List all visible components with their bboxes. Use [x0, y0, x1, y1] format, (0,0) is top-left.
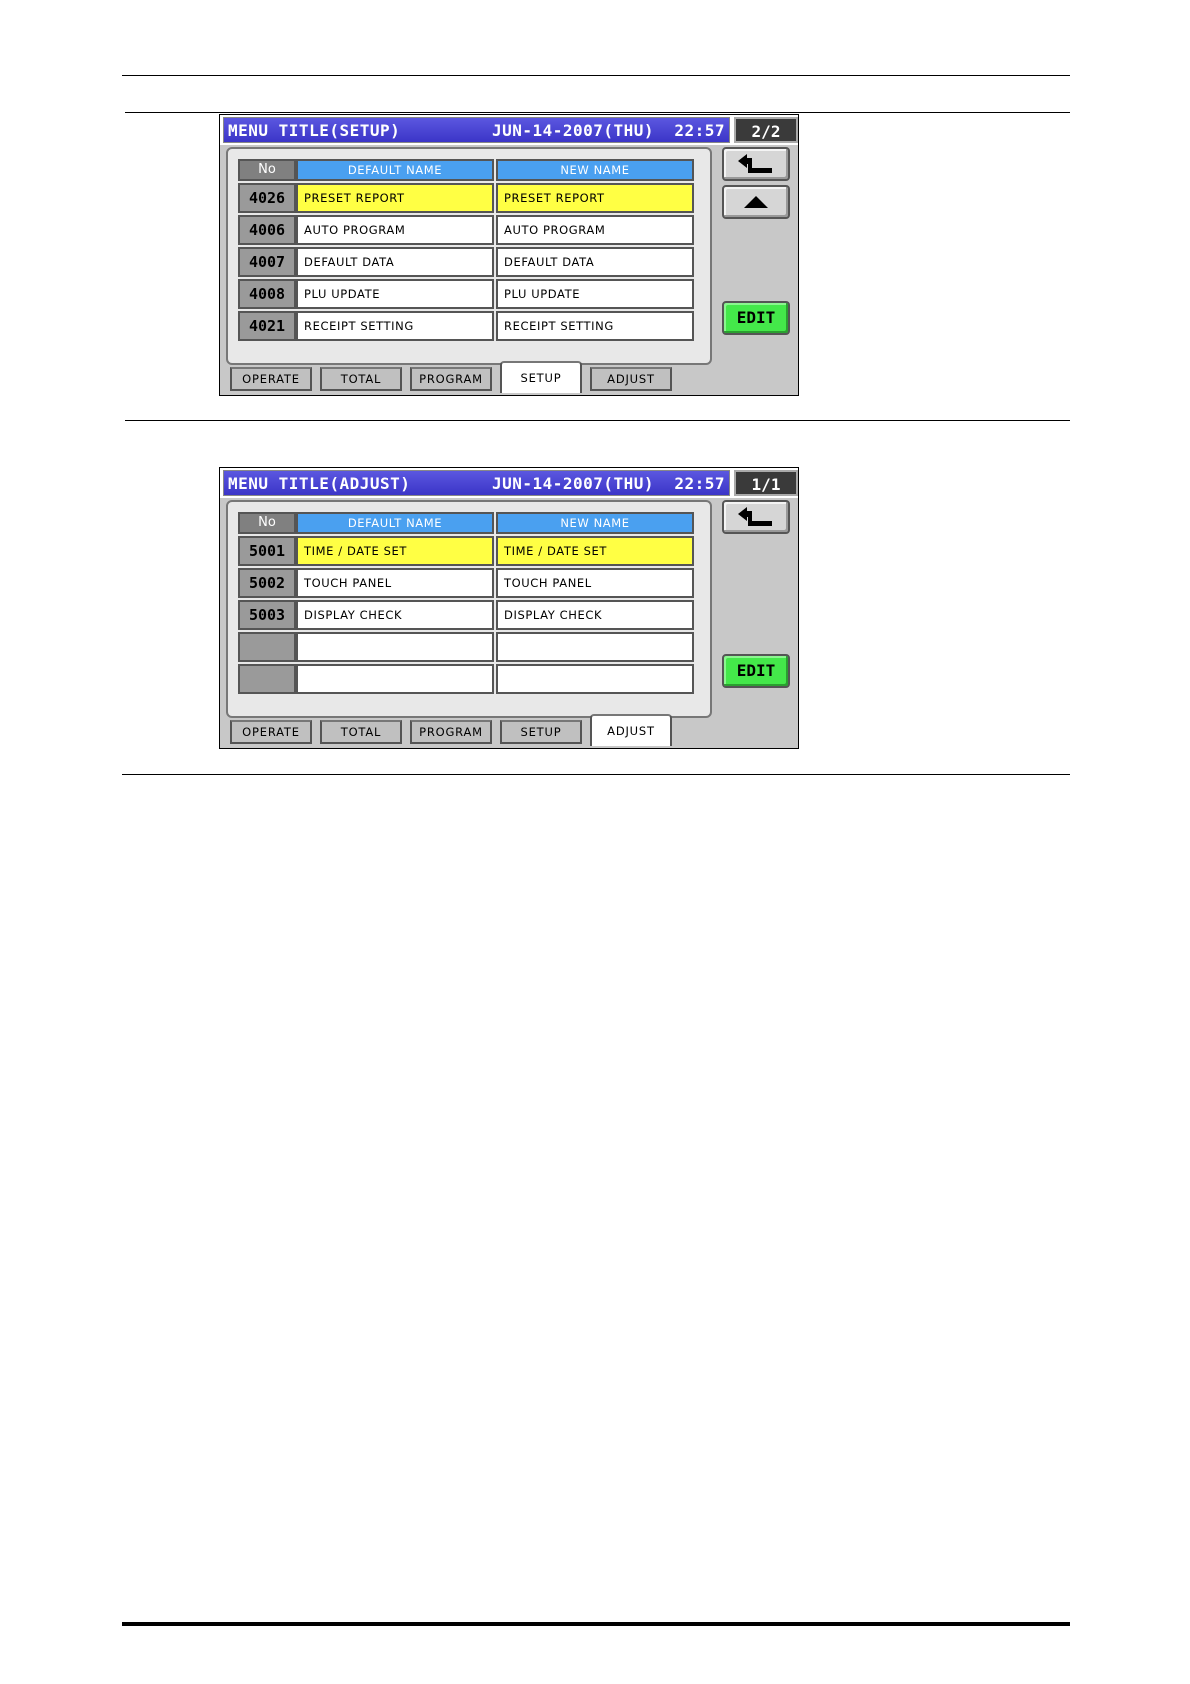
- body-area: [220, 145, 798, 395]
- row-no: 5003: [238, 600, 296, 630]
- tab-setup[interactable]: SETUP: [500, 361, 582, 393]
- up-triangle-icon: [742, 195, 770, 209]
- row-no: 4007: [238, 247, 296, 277]
- row-no: 4026: [238, 183, 296, 213]
- table-row[interactable]: [238, 247, 694, 277]
- header-default-name: DEFAULT NAME: [296, 512, 494, 534]
- row-no: 5002: [238, 568, 296, 598]
- row-default-name: TIME / DATE SET: [296, 536, 494, 566]
- screen-title: MENU TITLE(ADJUST): [228, 474, 411, 493]
- body-area: [220, 498, 798, 748]
- table-row[interactable]: [238, 536, 694, 566]
- header-no: No: [238, 512, 296, 534]
- table-row: [238, 632, 694, 662]
- row-default-name: PLU UPDATE: [296, 279, 494, 309]
- row-no: [238, 632, 296, 662]
- tab-setup[interactable]: SETUP: [500, 720, 582, 744]
- tab-program[interactable]: PROGRAM: [410, 367, 492, 391]
- setup-screen: [219, 114, 799, 396]
- title-bar: [223, 470, 730, 496]
- row-new-name[interactable]: TIME / DATE SET: [496, 536, 694, 566]
- table-row[interactable]: [238, 215, 694, 245]
- menu-table: [226, 500, 712, 718]
- table-row[interactable]: [238, 183, 694, 213]
- back-button[interactable]: [722, 147, 790, 181]
- row-new-name: [496, 664, 694, 694]
- datetime: JUN-14-2007(THU) 22:57: [491, 121, 725, 140]
- row-default-name: TOUCH PANEL: [296, 568, 494, 598]
- row-no: 4008: [238, 279, 296, 309]
- table-header: [238, 159, 694, 181]
- row-new-name[interactable]: TOUCH PANEL: [496, 568, 694, 598]
- rule-2: [125, 420, 1070, 421]
- top-rule: [122, 75, 1070, 76]
- table-row: [238, 664, 694, 694]
- header-new-name: NEW NAME: [496, 159, 694, 181]
- bottom-rule: [122, 1622, 1070, 1626]
- edit-button[interactable]: EDIT: [722, 301, 790, 335]
- tab-adjust[interactable]: ADJUST: [590, 714, 672, 746]
- row-default-name: RECEIPT SETTING: [296, 311, 494, 341]
- row-new-name[interactable]: DISPLAY CHECK: [496, 600, 694, 630]
- row-default-name: DISPLAY CHECK: [296, 600, 494, 630]
- header-no: No: [238, 159, 296, 181]
- tab-operate[interactable]: OPERATE: [230, 367, 312, 391]
- scroll-up-button[interactable]: [722, 185, 790, 219]
- row-no: [238, 664, 296, 694]
- row-default-name: [296, 632, 494, 662]
- return-arrow-icon: [736, 153, 776, 175]
- datetime: JUN-14-2007(THU) 22:57: [491, 474, 725, 493]
- row-default-name: PRESET REPORT: [296, 183, 494, 213]
- tab-total[interactable]: TOTAL: [320, 720, 402, 744]
- row-default-name: DEFAULT DATA: [296, 247, 494, 277]
- back-button[interactable]: [722, 500, 790, 534]
- row-new-name[interactable]: PLU UPDATE: [496, 279, 694, 309]
- row-no: 4021: [238, 311, 296, 341]
- page-indicator: 2/2: [734, 117, 798, 143]
- row-new-name[interactable]: DEFAULT DATA: [496, 247, 694, 277]
- row-new-name: [496, 632, 694, 662]
- screen-title: MENU TITLE(SETUP): [228, 121, 401, 140]
- row-new-name[interactable]: PRESET REPORT: [496, 183, 694, 213]
- row-no: 5001: [238, 536, 296, 566]
- row-new-name[interactable]: AUTO PROGRAM: [496, 215, 694, 245]
- row-no: 4006: [238, 215, 296, 245]
- tab-operate[interactable]: OPERATE: [230, 720, 312, 744]
- header-new-name: NEW NAME: [496, 512, 694, 534]
- menu-table: [226, 147, 712, 365]
- title-bar: [223, 117, 730, 143]
- table-row[interactable]: [238, 279, 694, 309]
- table-row[interactable]: [238, 568, 694, 598]
- rule-1: [125, 112, 1070, 113]
- table-row[interactable]: [238, 600, 694, 630]
- row-default-name: AUTO PROGRAM: [296, 215, 494, 245]
- rule-3: [122, 774, 1070, 775]
- return-arrow-icon: [736, 506, 776, 528]
- row-new-name[interactable]: RECEIPT SETTING: [496, 311, 694, 341]
- header-default-name: DEFAULT NAME: [296, 159, 494, 181]
- page-indicator: 1/1: [734, 470, 798, 496]
- tab-adjust[interactable]: ADJUST: [590, 367, 672, 391]
- table-row[interactable]: [238, 311, 694, 341]
- row-default-name: [296, 664, 494, 694]
- tab-total[interactable]: TOTAL: [320, 367, 402, 391]
- adjust-screen: [219, 467, 799, 749]
- tab-program[interactable]: PROGRAM: [410, 720, 492, 744]
- table-header: [238, 512, 694, 534]
- edit-button[interactable]: EDIT: [722, 654, 790, 688]
